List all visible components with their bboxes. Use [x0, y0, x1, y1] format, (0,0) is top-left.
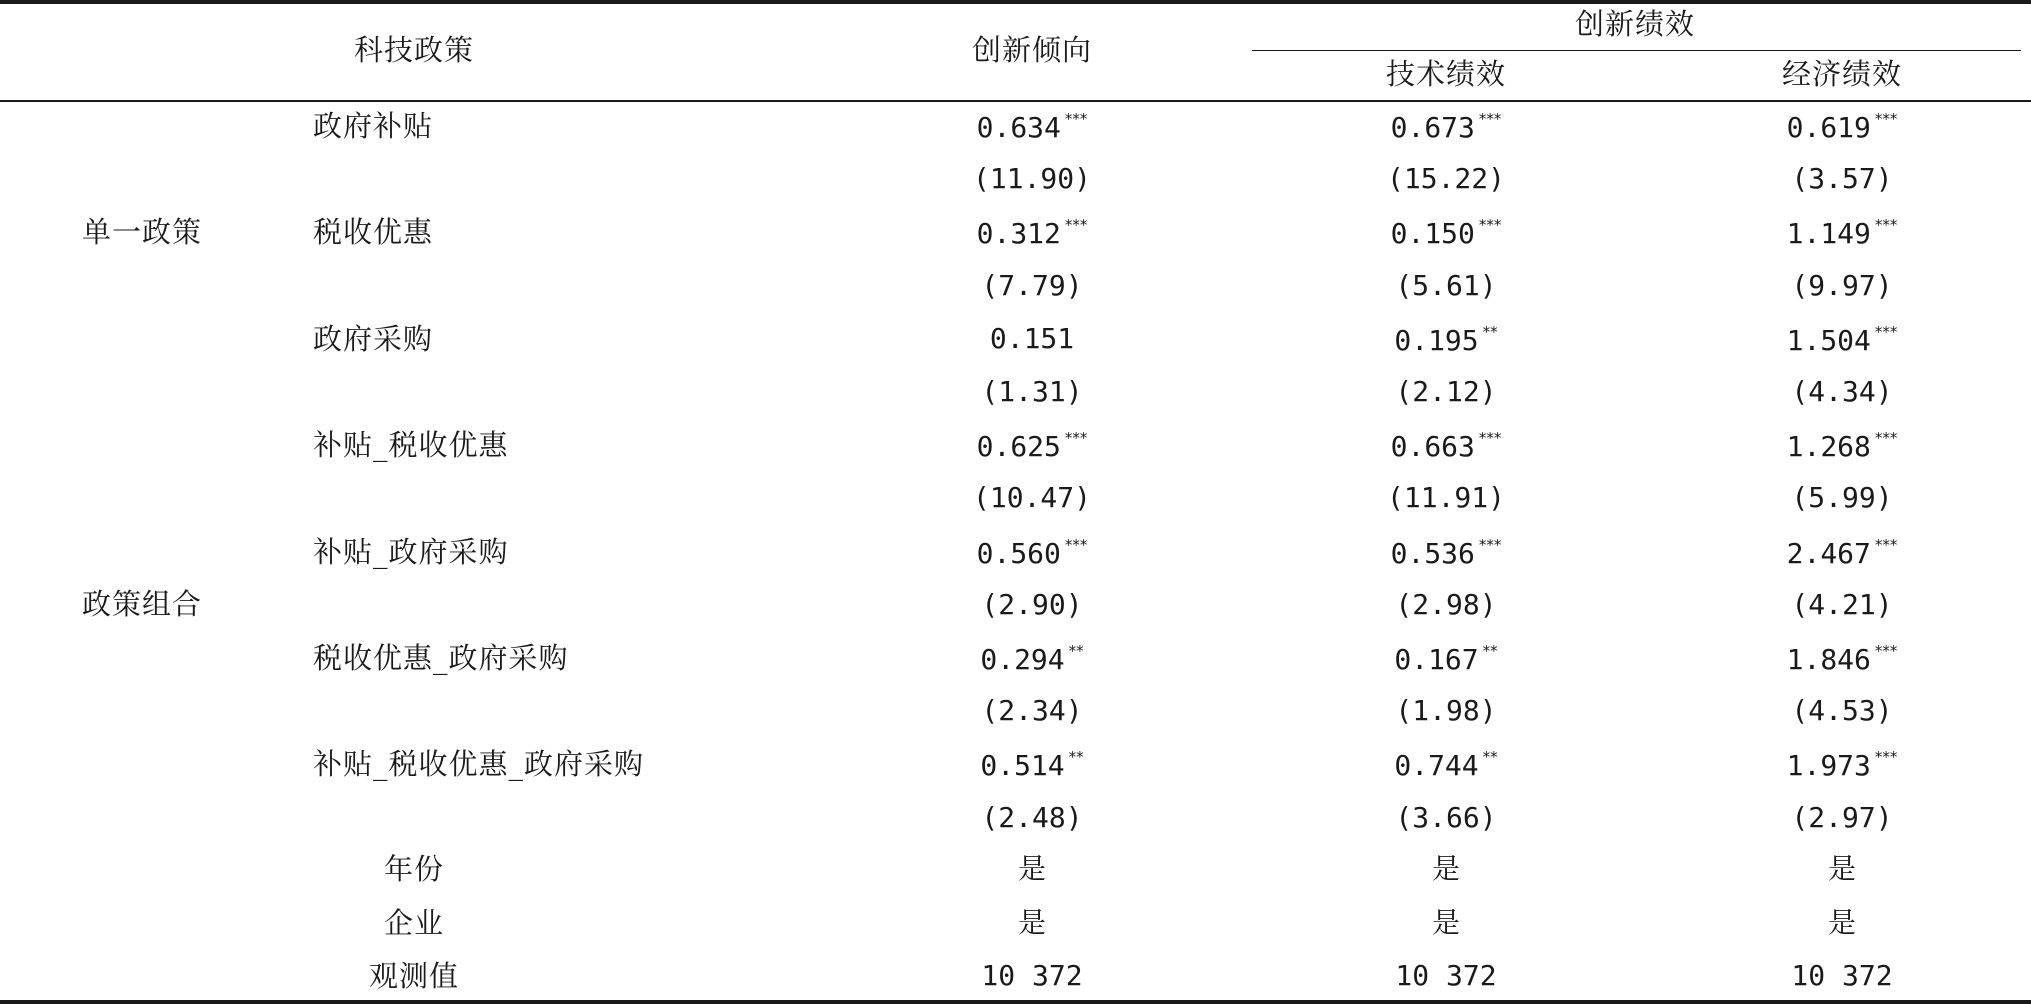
- significance-stars: ***: [1064, 535, 1088, 554]
- cell-value: 0.673: [1390, 111, 1475, 144]
- control-cell: 是: [1431, 906, 1461, 939]
- control-cell: 10 372: [981, 959, 1083, 992]
- cell-value: (5.99): [1791, 481, 1893, 515]
- significance-stars: **: [1068, 642, 1084, 660]
- table-cell: [1395, 375, 1497, 408]
- table-cell: [1791, 587, 1893, 621]
- significance-stars: ***: [1064, 429, 1088, 448]
- significance-stars: **: [1482, 322, 1498, 341]
- row-label: 补贴_税收优惠_政府采购: [313, 747, 645, 782]
- cell-value: 0.536: [1390, 536, 1475, 570]
- cell-value: (2.34): [981, 694, 1083, 728]
- table-cell: [981, 694, 1083, 728]
- row-label: 政府采购: [313, 321, 434, 356]
- table-cell: [1390, 216, 1502, 251]
- table-cell: [1395, 268, 1497, 302]
- significance-stars: ***: [1874, 110, 1898, 128]
- table-cell: [980, 644, 1083, 674]
- table-cell: [1791, 481, 1893, 515]
- cell-value: 0.167: [1394, 643, 1479, 676]
- table-cell: [1394, 644, 1497, 674]
- table-cell: [976, 535, 1088, 570]
- table-cell: [1787, 112, 1898, 142]
- cell-value: (2.97): [1791, 800, 1893, 834]
- table-cell: [1786, 429, 1898, 464]
- cell-value: (7.79): [981, 268, 1083, 302]
- table-cell: [1791, 800, 1893, 834]
- row-label: 税收优惠: [313, 215, 434, 250]
- cell-value: 0.560: [976, 536, 1061, 570]
- table-cell: [1791, 268, 1893, 302]
- cell-value: 0.312: [976, 217, 1061, 251]
- row-label: 补贴_政府采购: [313, 534, 509, 569]
- cell-value: 0.619: [1786, 111, 1871, 144]
- table-cell: [1786, 216, 1898, 251]
- table-cell: [1786, 322, 1898, 357]
- table-cell: [1391, 112, 1502, 142]
- table-cell: [981, 800, 1083, 834]
- table-cell: [980, 748, 1084, 783]
- cell-value: (2.90): [981, 587, 1083, 621]
- cell-value: 0.150: [1390, 217, 1475, 251]
- cell-value: 0.151: [989, 321, 1075, 355]
- table-cell: [981, 268, 1083, 302]
- control-cell: 是: [1431, 852, 1461, 885]
- control-cell: 10 372: [1791, 959, 1893, 992]
- significance-stars: ***: [1874, 429, 1898, 448]
- table-bottom-rule: [0, 1000, 2031, 1004]
- table-cell: [981, 587, 1083, 621]
- table-cell: [1786, 535, 1898, 570]
- significance-stars: ***: [1478, 110, 1502, 128]
- significance-stars: ***: [1874, 535, 1898, 554]
- cell-value: (1.98): [1395, 694, 1497, 728]
- header-tendency: 创新倾向: [971, 33, 1093, 67]
- table-cell: [972, 162, 1092, 196]
- cell-value: (1.31): [981, 375, 1083, 408]
- table-cell: [1390, 429, 1502, 464]
- significance-stars: ***: [1874, 642, 1898, 660]
- table-top-rule: [0, 0, 2031, 4]
- cell-value: (11.91): [1386, 481, 1506, 515]
- cell-value: 1.973: [1786, 749, 1871, 783]
- header-tech-performance: 技术绩效: [1385, 57, 1507, 91]
- cell-value: (2.12): [1395, 375, 1497, 408]
- table-cell: [976, 216, 1088, 251]
- cell-value: 1.846: [1786, 643, 1871, 676]
- performance-header-rule: [1252, 50, 2021, 51]
- header-performance: 创新绩效: [1574, 7, 1696, 41]
- significance-stars: **: [1068, 748, 1084, 767]
- control-label: 观测值: [368, 959, 460, 993]
- cell-value: 1.268: [1786, 430, 1871, 464]
- table-cell: [1386, 162, 1506, 196]
- control-cell: 是: [1017, 906, 1047, 939]
- table-cell: [1395, 694, 1497, 728]
- table-cell: [1791, 162, 1893, 196]
- cell-value: (4.53): [1791, 694, 1893, 728]
- cell-value: 0.294: [980, 643, 1065, 676]
- table-cell: [972, 481, 1092, 515]
- cell-value: 0.195: [1394, 323, 1479, 357]
- table-cell: [1394, 322, 1498, 357]
- cell-value: 0.514: [980, 749, 1065, 783]
- table-cell: [1791, 375, 1893, 408]
- cell-value: 2.467: [1786, 536, 1871, 570]
- cell-value: (2.98): [1395, 587, 1497, 621]
- cell-value: (15.22): [1386, 162, 1506, 196]
- significance-stars: ***: [1478, 216, 1502, 235]
- significance-stars: ***: [1478, 429, 1502, 448]
- significance-stars: ***: [1064, 110, 1088, 128]
- cell-value: 1.149: [1786, 217, 1871, 251]
- table-cell: [1791, 694, 1893, 728]
- table-cell: [1787, 644, 1898, 674]
- significance-stars: ***: [1478, 535, 1502, 554]
- cell-value: (3.57): [1791, 162, 1893, 196]
- significance-stars: ***: [1874, 216, 1898, 235]
- control-label: 年份: [383, 852, 445, 886]
- table-cell: [1395, 587, 1497, 621]
- significance-stars: **: [1482, 748, 1498, 767]
- table-cell: [977, 112, 1088, 142]
- group-policy-combo: 政策组合: [82, 587, 203, 621]
- cell-value: (3.66): [1395, 800, 1497, 834]
- cell-value: (9.97): [1791, 268, 1893, 302]
- table-cell: [976, 429, 1088, 464]
- significance-stars: ***: [1874, 322, 1898, 341]
- cell-value: (10.47): [972, 481, 1092, 515]
- table-cell: [1386, 481, 1506, 515]
- row-label: 政府补贴: [313, 109, 434, 143]
- control-cell: 10 372: [1395, 959, 1497, 992]
- table-cell: [1395, 800, 1497, 834]
- cell-value: (11.90): [972, 162, 1092, 196]
- significance-stars: **: [1482, 642, 1498, 660]
- group-single-policy: 单一政策: [82, 215, 203, 249]
- cell-value: (5.61): [1395, 268, 1497, 302]
- header-econ-performance: 经济绩效: [1781, 57, 1903, 91]
- header-bottom-rule: [0, 100, 2031, 102]
- row-label: 税收优惠_政府采购: [313, 641, 569, 675]
- table-cell: [981, 375, 1083, 408]
- control-cell: 是: [1827, 906, 1857, 939]
- control-cell: 是: [1827, 852, 1857, 885]
- significance-stars: ***: [1064, 216, 1088, 235]
- table-cell: [1390, 535, 1502, 570]
- cell-value: 0.634: [976, 111, 1061, 144]
- header-policy: 科技政策: [353, 33, 475, 67]
- cell-value: 1.504: [1786, 323, 1871, 357]
- cell-value: (4.21): [1791, 587, 1893, 621]
- cell-value: (4.34): [1791, 375, 1893, 408]
- table-cell: [1394, 748, 1498, 783]
- cell-value: 0.744: [1394, 749, 1479, 783]
- cell-value: 0.625: [976, 430, 1061, 464]
- table-cell: [1786, 748, 1898, 783]
- row-label: 补贴_税收优惠: [313, 428, 509, 463]
- cell-value: 0.663: [1390, 430, 1475, 464]
- cell-value: (2.48): [981, 800, 1083, 834]
- significance-stars: ***: [1874, 748, 1898, 767]
- table-cell: [989, 321, 1075, 355]
- control-cell: 是: [1017, 852, 1047, 885]
- control-label: 企业: [383, 906, 445, 940]
